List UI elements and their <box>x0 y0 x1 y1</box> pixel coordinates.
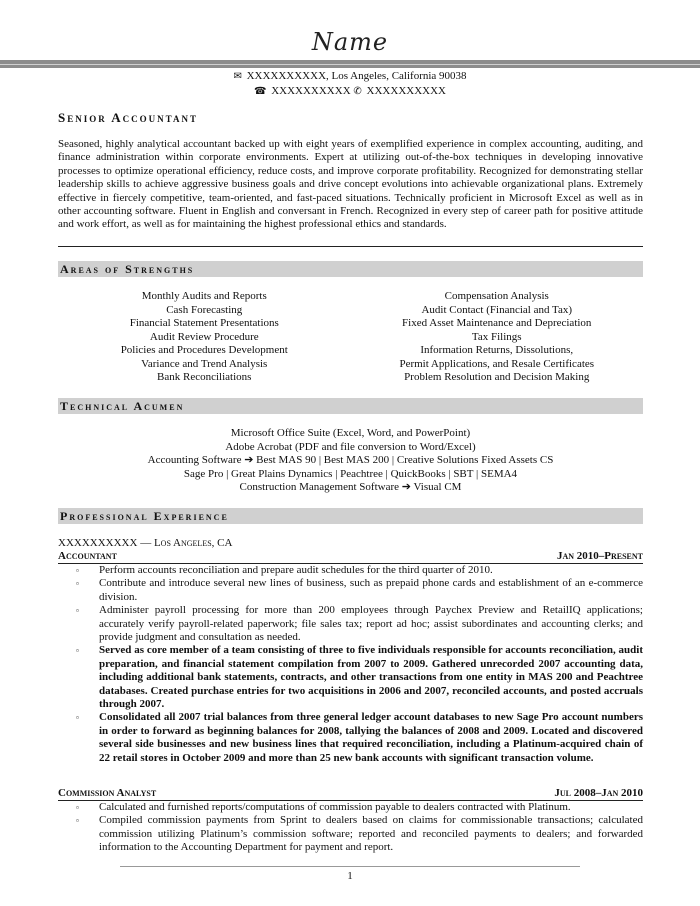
bullet-item <box>58 604 643 644</box>
envelope-icon: ✉ <box>233 71 242 82</box>
phone-line <box>0 84 700 99</box>
list-item: Construction Management Software ➔ Visual CM <box>239 481 462 493</box>
name-heading-wrap <box>0 28 700 56</box>
bullet-item <box>58 801 643 814</box>
job-title-accountant: Accountant <box>58 550 117 562</box>
list-item: Variance and Trend Analysis <box>141 357 268 370</box>
list-item: Compensation Analysis <box>444 290 549 302</box>
summary-paragraph: Seasoned, highly analytical accountant backed up with eight years of exemplified experience in complex accounting, auditing, and finance administration within corporate environments. Expert at utilizing out-of-the-box techniques in developing innovative processes to optimize operational efficiency, reduce costs, and improve corporate profitability. Recognized for demonstrating stellar leadership skills to achieve aggressive business goals and drive concept evolutions into achievable organizational plans. Extremely effective in fiercely competitive, team-oriented, and fast-paced situations. Technically proficient in Microsoft Excel as well as in other accounting software. Fluent in English and conversant in French. Recognized in every step of career path for positive attitude and work effort, as well as for maintaining the highest professional ethics and standards. <box>58 138 643 231</box>
bullet-item <box>58 564 643 577</box>
list-item: Accounting Software ➔ Best MAS 90 | Best MAS 200 | Creative Solutions Fixed Assets CS <box>147 454 554 466</box>
accountant-bullets <box>58 564 643 765</box>
mobile-icon: ✆ <box>353 86 362 97</box>
bullet-square-icon: ▫ <box>76 713 79 723</box>
job-header-commission <box>58 787 643 801</box>
list-item: Audit Review Procedure <box>149 330 259 343</box>
bullet-square-icon: ▫ <box>76 646 79 656</box>
bullet-square-icon: ▫ <box>76 606 79 616</box>
bullet-text: Consolidated all 2007 trial balances from three general ledger account databases to new Sage Pro account numbers in order to forward as beginning balances for 2008, tallying the balances of 2008 and 2009. Located and discovered several side businesses and new business lines that required reconciliation, including a Platinum-acquired chain of 22 retail stores in October 2009 and more than 25 new bank accounts with significant transaction volume. <box>99 711 643 764</box>
commission-bullets <box>58 801 643 855</box>
strengths-heading: Areas of Strengths <box>58 261 643 277</box>
technical-lines <box>58 427 643 495</box>
strengths-left-column <box>58 290 351 385</box>
bullet-square-icon: ▫ <box>76 816 79 826</box>
list-item: Financial Statement Presentations <box>129 317 279 329</box>
technical-heading: Technical Acumen <box>58 398 643 414</box>
bullet-text: Compiled commission payments from Sprint to dealers based on claims for commissionable transactions; calculated commission utilizing Platinum’s commission software; reported and reconciled payments to dealers; and forwarded information to the Accounting Department for payment and report. <box>99 814 643 854</box>
experience-heading: Professional Experience <box>58 508 643 524</box>
bullet-item <box>58 577 643 604</box>
list-item: Fixed Asset Maintenance and Depreciation <box>402 317 592 329</box>
list-item: Cash Forecasting <box>166 303 243 316</box>
address-line <box>0 69 700 84</box>
list-item: Permit Applications, and Resale Certificates <box>399 357 595 370</box>
job-title: Senior Accountant <box>58 110 198 125</box>
strengths-right-column <box>351 290 644 385</box>
list-item: Audit Contact (Financial and Tax) <box>421 303 573 316</box>
page-number: 1 <box>347 870 353 882</box>
list-item: Adobe Acrobat (PDF and file conversion to Word/Excel) <box>225 440 476 453</box>
job-dates-accountant: Jan 2010–Present <box>556 550 643 562</box>
bullet-text: Contribute and introduce several new lines of business, such as prepaid phone cards and establishment of an e-commerce division. <box>99 577 643 603</box>
list-item: Monthly Audits and Reports <box>141 290 267 302</box>
list-item: Problem Resolution and Decision Making <box>404 371 590 383</box>
list-item: Information Returns, Dissolutions, <box>420 344 574 356</box>
bullet-text: Calculated and furnished reports/computations of commission payable to dealers contracted with Platinum. <box>99 801 571 813</box>
bullet-item <box>58 711 643 765</box>
contact-block <box>0 69 700 99</box>
footer-rule <box>120 866 580 867</box>
list-item: Policies and Procedures Development <box>120 344 288 356</box>
bullet-text: Administer payroll processing for more than 200 employees through Paychex Preview and RetailIQ applications; accurately verify payroll-related paperwork; file sales tax; report ad hoc; assist subordinates and accounting clerks; and provide judgment and consultation as needed. <box>99 604 643 644</box>
job-dates-commission: Jul 2008–Jan 2010 <box>554 787 643 799</box>
candidate-name: Name <box>311 28 389 56</box>
job-title-commission: Commission Analyst <box>58 787 157 799</box>
bullet-square-icon: ▫ <box>76 803 79 812</box>
bullet-text: Perform accounts reconciliation and prepare audit schedules for the third quarter of 2010. <box>99 564 493 576</box>
phone-text: XXXXXXXXXX <box>271 85 351 97</box>
bullet-square-icon: ▫ <box>76 566 79 575</box>
company-line <box>58 537 232 551</box>
company-location: — Los Angeles, CA <box>140 537 233 549</box>
list-item: Sage Pro | Great Plains Dynamics | Peachtree | QuickBooks | SBT | SEMA4 <box>183 467 518 480</box>
strengths-columns <box>58 290 643 385</box>
list-item: Tax Filings <box>471 330 522 343</box>
bullet-square-icon: ▫ <box>76 579 79 589</box>
bullet-item <box>58 644 643 711</box>
address-text: XXXXXXXXXX, Los Angeles, California 90038 <box>246 70 467 82</box>
header-bar-highlight <box>0 64 700 65</box>
list-item: Microsoft Office Suite (Excel, Word, and PowerPoint) <box>230 427 471 439</box>
mobile-text: XXXXXXXXXX <box>366 85 446 97</box>
telephone-icon: ☎ <box>253 86 267 97</box>
job-header-accountant <box>58 550 643 564</box>
bullet-text: Served as core member of a team consisting of three to five individuals responsible for accounts reconciliation, audit preparation, and financial statement compilation from 2007 to 2009. Gathered unrecorded 2007 accounting data, including additional bank statements, contracts, and other transactions from one entity in MAS 200 and Peachtree databases. Created purchase entries for two acquisitions in 2006 and 2007, reconciled accounts, and posted accruals through 2007. <box>99 644 643 711</box>
summary-rule <box>58 246 643 247</box>
company-name: XXXXXXXXXX <box>58 537 138 549</box>
bullet-item <box>58 814 643 854</box>
list-item: Bank Reconciliations <box>157 371 252 383</box>
